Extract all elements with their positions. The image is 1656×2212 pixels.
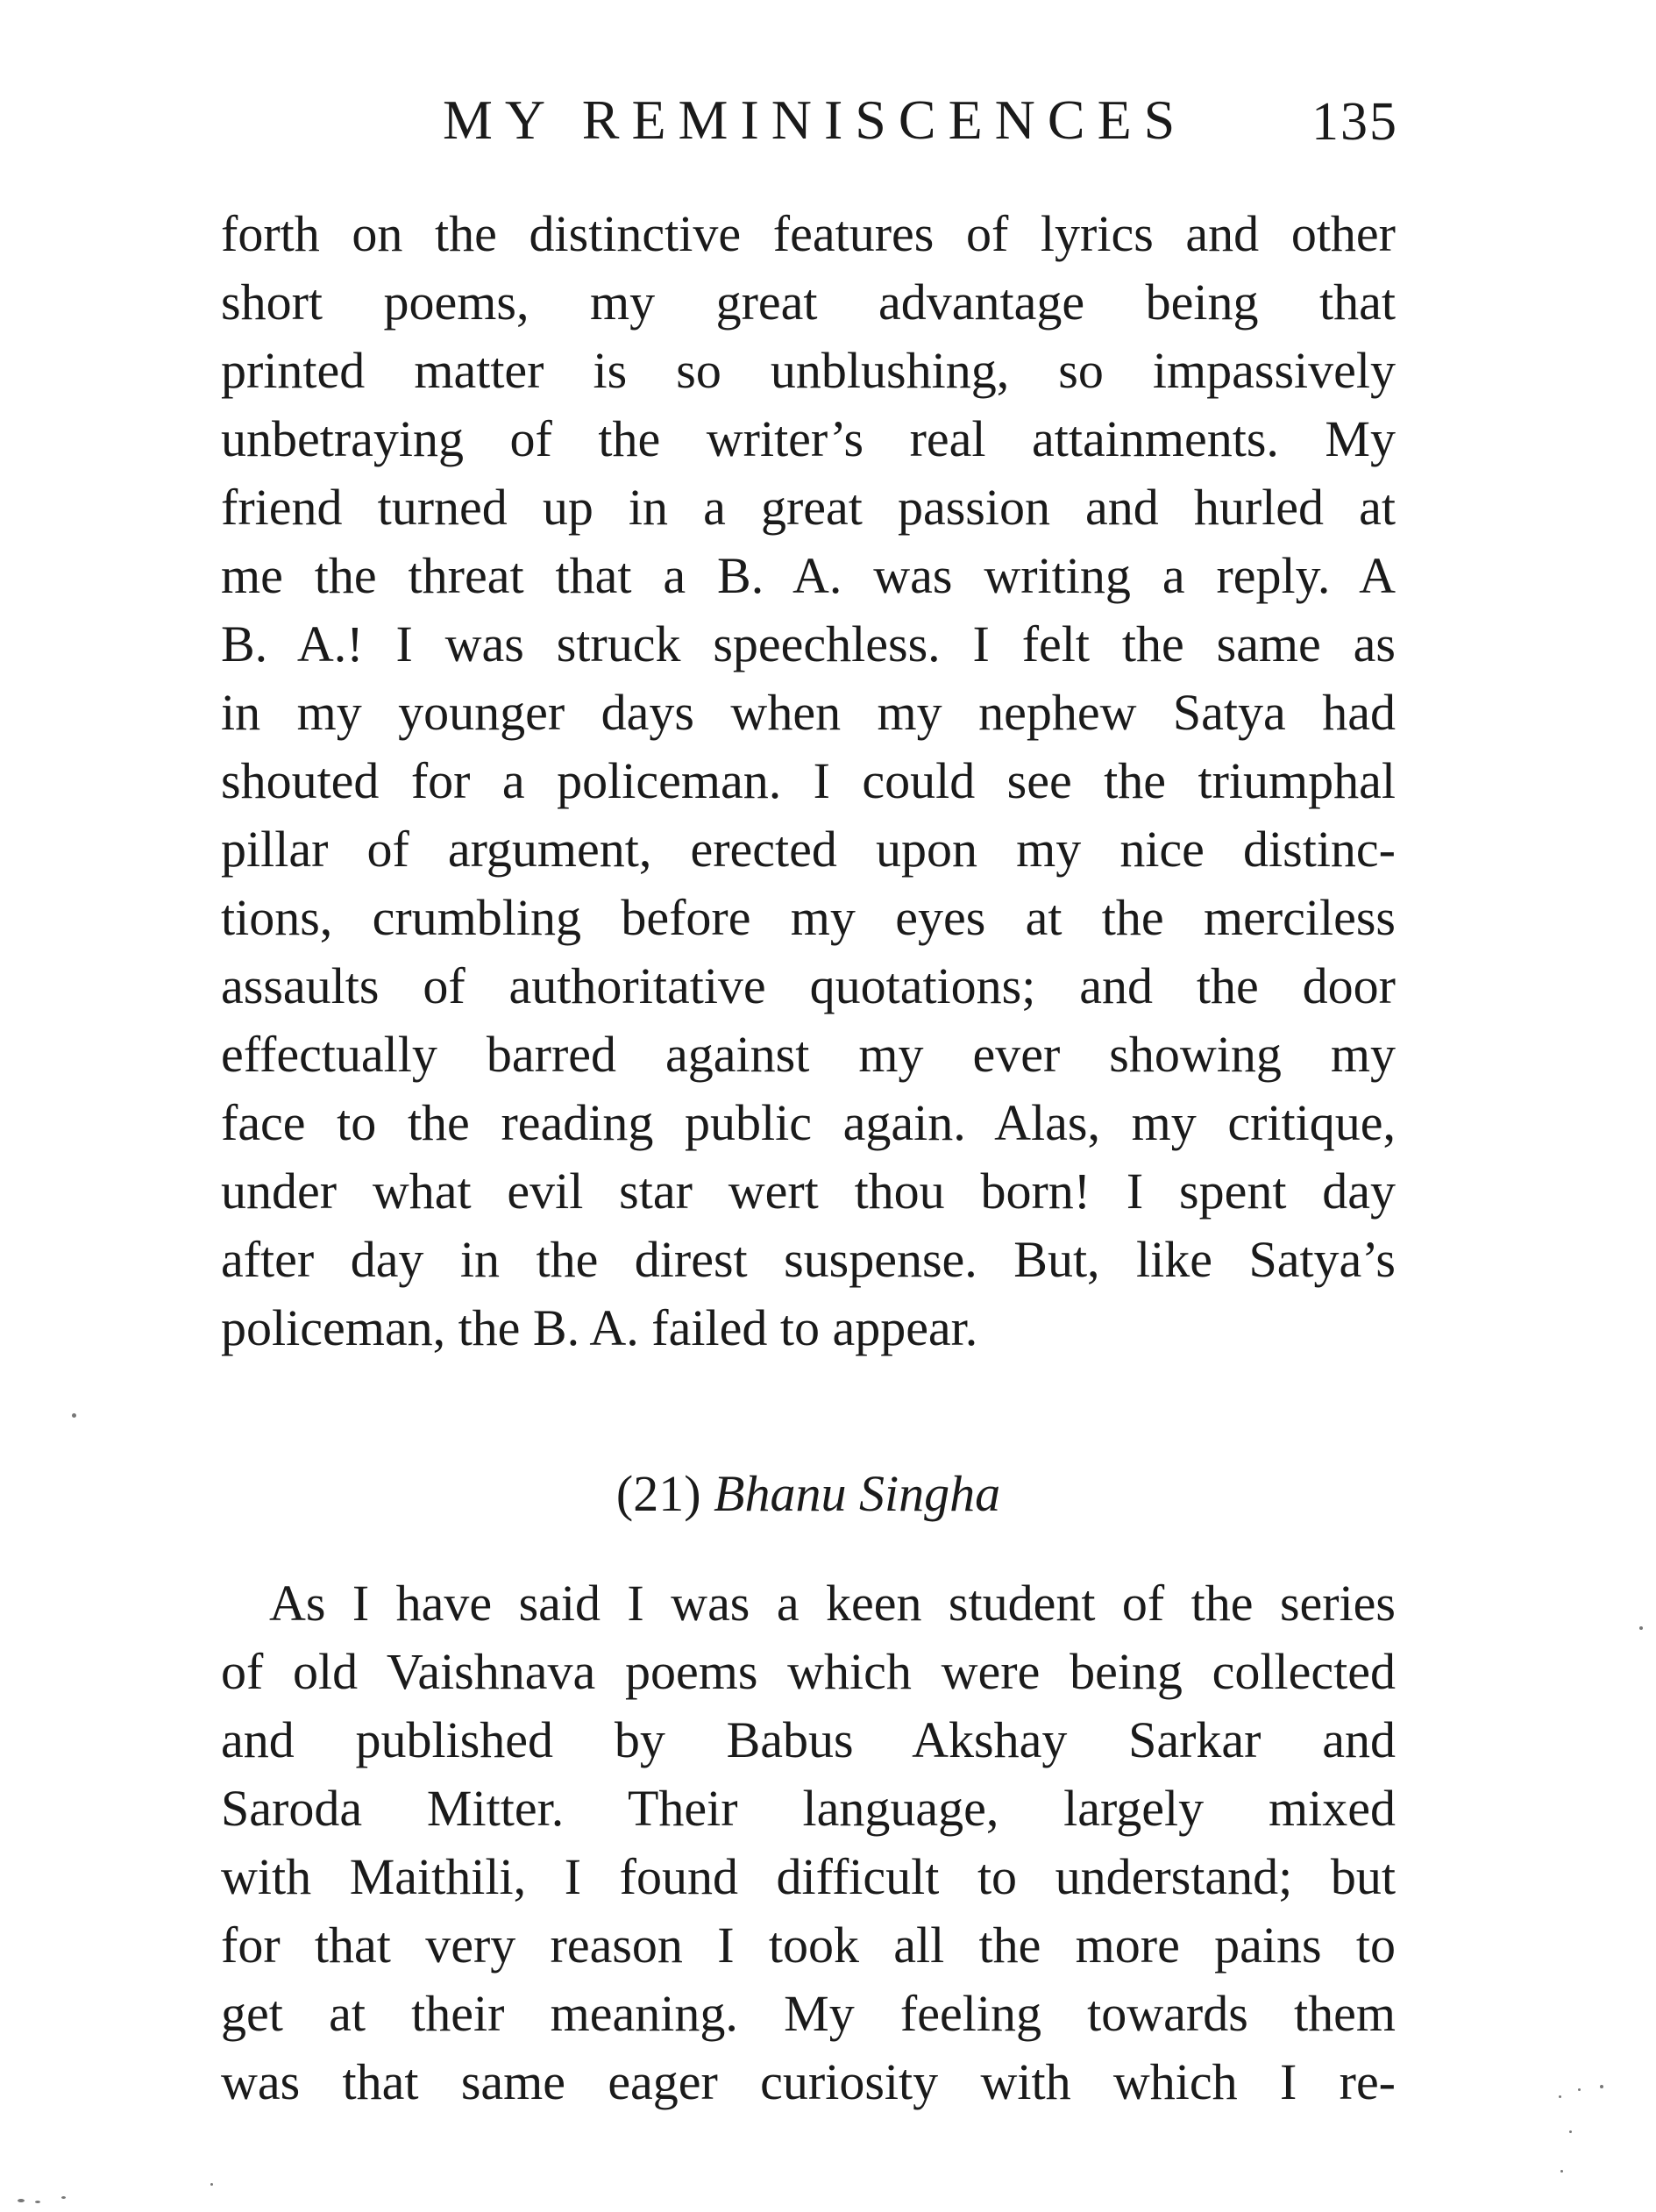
paragraph-new-section [221,1569,1396,2116]
text-line: short poems, my great advantage being that [221,274,1396,331]
text-line: As I have said I was a keen student of the series [269,1575,1396,1632]
text-line: me the threat that a B. A. was writing a reply. A [221,547,1396,604]
scan-speck [210,2183,213,2186]
text-line: assaults of authoritative quotations; and the door [221,957,1396,1014]
text-line: get at their meaning. My feeling towards them [221,1985,1396,2042]
scan-speck [61,2196,66,2199]
text-line: effectually barred against my ever showing my [221,1026,1396,1083]
scan-speck [1569,2130,1572,2133]
scan-speck [35,2201,40,2203]
text-line: of old Vaishnava poems which were being collected [221,1643,1396,1700]
scan-speck [1560,2170,1563,2173]
scan-speck [1559,2095,1561,2098]
text-line: shouted for a policeman. I could see the triumphal [221,752,1396,809]
section-number: (21) [615,1465,701,1522]
paragraph-continued [221,200,1396,1362]
text-line: printed matter is so unblushing, so impassively [221,342,1396,399]
text-line: face to the reading public again. Alas, my critique, [221,1094,1396,1151]
section-heading [221,1460,1396,1528]
text-line: forth on the distinctive features of lyrics and other [221,205,1396,262]
text-line: with Maithili, I found difficult to understand; but [221,1848,1396,1905]
section-title: Bhanu Singha [714,1465,1001,1522]
text-line: policeman, the B. A. failed to appear. [221,1299,978,1356]
scan-speck [1578,2088,1581,2091]
text-line: and published by Babus Akshay Sarkar and [221,1711,1396,1768]
running-head [219,88,1398,158]
text-line: under what evil star wert thou born! I spent day [221,1163,1396,1220]
text-line: B. A.! I was struck speechless. I felt the same as [221,615,1396,672]
text-line: unbetraying of the writer’s real attainments. My [221,410,1396,467]
text-line: was that same eager curiosity with which I re- [221,2053,1396,2110]
scan-speck [1600,2085,1603,2088]
text-line: after day in the direst suspense. But, like Satya’s [221,1231,1396,1288]
text-line: tions, crumbling before my eyes at the merciless [221,889,1396,946]
text-line: friend turned up in a great passion and hurled at [221,479,1396,536]
text-line: pillar of argument, erected upon my nice distinc- [221,821,1396,878]
running-title: MY REMINISCENCES [443,89,1188,151]
text-line: in my younger days when my nephew Satya had [221,684,1396,741]
page-number: 135 [1311,92,1398,152]
scan-speck [1639,1626,1643,1630]
scan-speck [72,1413,76,1418]
scan-speck [18,2199,25,2202]
text-line: for that very reason I took all the more pains to [221,1917,1396,1974]
text-line: Saroda Mitter. Their language, largely mixed [221,1780,1396,1837]
